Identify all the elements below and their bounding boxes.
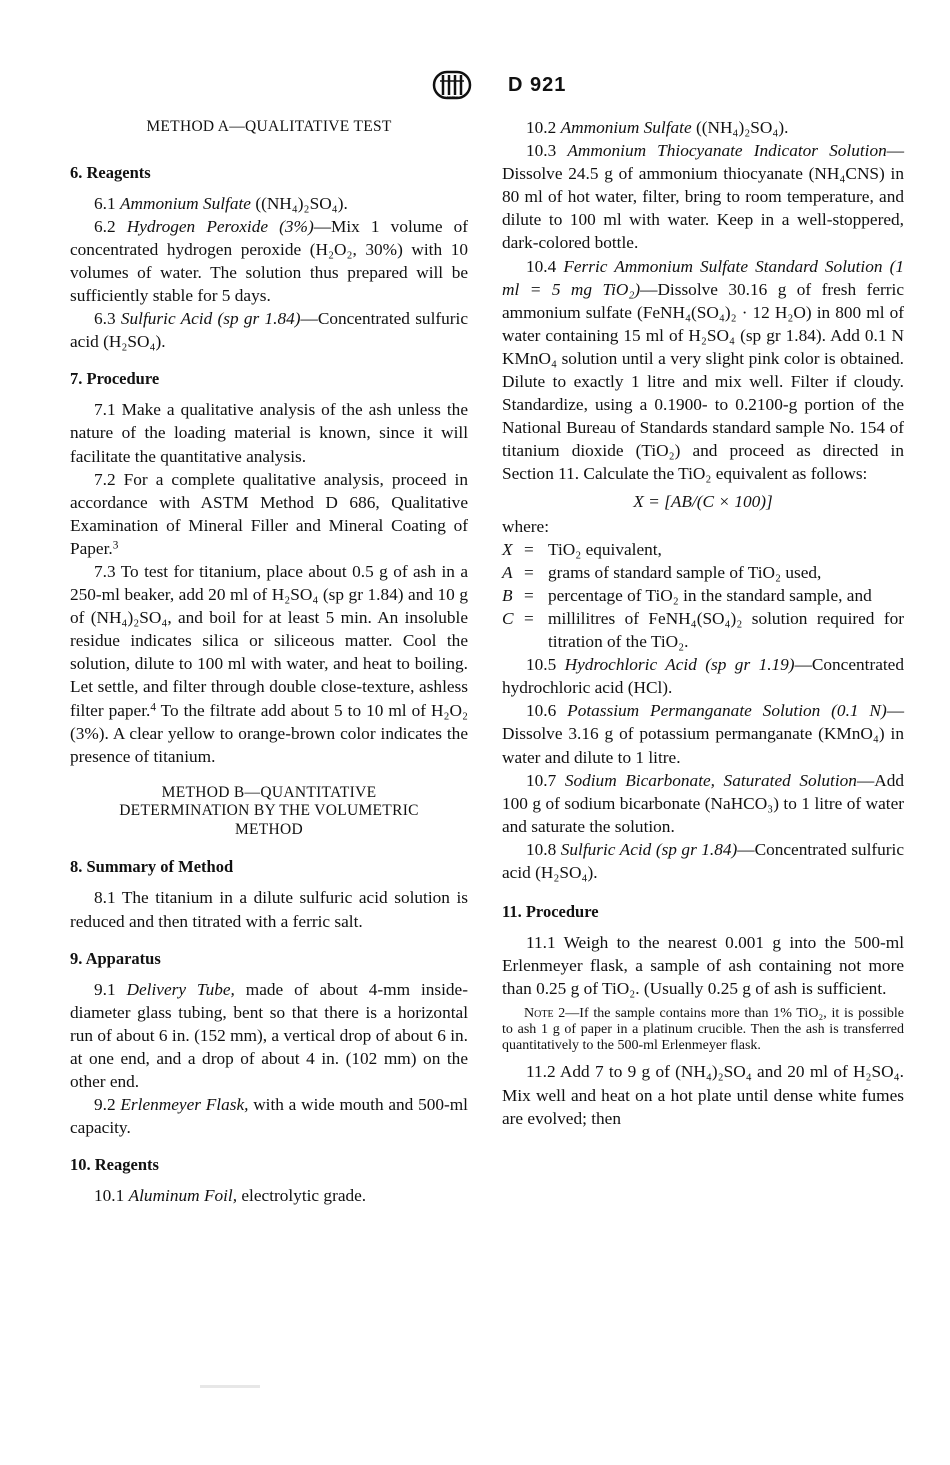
paragraph-7-1: 7.1 Make a qualitative analysis of the ash unless the nature of the loading material is known, since it will facilitate the quantitative analysis. — [70, 400, 468, 466]
paragraph-10-5: 10.5 Hydrochloric Acid (sp gr 1.19)—Concentrated hydrochloric acid (HCl). — [502, 655, 904, 698]
svg-text:ASTM: ASTM — [446, 94, 458, 100]
paragraph-10-1: 10.1 Aluminum Foil, electrolytic grade. — [94, 1186, 367, 1206]
document-designation: D 921 — [508, 74, 567, 96]
variable-definition-row: B = percentage of TiO₂ in the standard sample, and — [502, 585, 872, 605]
variable-definition-row: A = grams of standard sample of TiO₂ used, — [502, 562, 822, 582]
method-b-heading: METHOD B—QUANTITATIVE DETERMINATION BY THE VOLUMETRIC METHOD — [119, 783, 419, 838]
paragraph-9-1: 9.1 Delivery Tube, made of about 4-mm inside-diameter glass tubing, bent so that there is a horizontal run of about 6 in. (152 mm), a vertical drop of about 6 in. at one end, and a drop of about 4 in. (102 mm) on the other end. — [70, 979, 468, 1092]
footnote-ref-3: 3 — [112, 539, 119, 552]
where-label: where: — [502, 516, 550, 536]
right-column — [502, 116, 904, 1130]
paragraph-10-7: 10.7 Sodium Bicarbonate, Saturated Solution—Add 100 g of sodium bicarbonate (NaHCO₃) to 1 litre of water and saturate the solution. — [502, 770, 904, 836]
paragraph-7-2: 7.2 For a complete qualitative analysis, proceed in accordance with ASTM Method D 686, Qualitative Examination of Mineral Filler and Mineral Coating of Paper.$^3$ — [70, 469, 468, 558]
page-header — [0, 60, 950, 100]
section-9-heading: 9. Apparatus — [70, 948, 161, 968]
section-7-heading: 7. Procedure — [70, 369, 160, 389]
paragraph-6-1: 6.1 Ammonium Sulfate ((NH₄)₂SO₄). — [94, 193, 348, 213]
paragraph-6-2: 6.2 Hydrogen Peroxide (3%)—Mix 1 volume of concentrated hydrogen peroxide (H₂O₂, 30%) with 10 volumes of water. The solution thus prepared will be sufficiently stable for 5 days. — [70, 216, 469, 305]
astm-logo-icon — [428, 70, 476, 100]
paragraph-8-1: 8.1 The titanium in a dilute sulfuric acid solution is reduced and then titrated with a ferric salt. — [70, 888, 468, 931]
paragraph-10-3: 10.3 Ammonium Thiocyanate Indicator Solution—Dissolve 24.5 g of ammonium thiocyanate (NH₄CNS) in 80 ml of hot water, filter, bring to room temperature, and dilute to 100 ml with water. Keep in a well-stoppered, dark-colored bottle. — [502, 141, 905, 253]
paragraph-10-8: 10.8 Sulfuric Acid (sp gr 1.84)—Concentrated sulfuric acid (H₂SO₄). — [502, 839, 904, 882]
section-8-heading: 8. Summary of Method — [70, 857, 234, 877]
paragraph-11-2: 11.2 Add 7 to 9 g of (NH₄)₂SO₄ and 20 ml of H₂SO₄. Mix well and heat on a hot plate until dense white fumes are evolved; then — [502, 1062, 904, 1128]
titanium-equivalent-formula: X = [AB/(C × 100)] — [633, 491, 773, 511]
note-2: Note 2—If the sample contains more than 1% TiO₂, it is possible to ash 1 g of paper in a platinum crucible. Then the ash is transferred quantitatively to the 500-ml Erlenmeyer flask. — [502, 1006, 904, 1054]
scan-mark — [200, 1385, 260, 1388]
section-6-heading: 6. Reagents — [70, 162, 151, 182]
section-11-heading: 11. Procedure — [502, 902, 599, 922]
paragraph-9-2: 9.2 Erlenmeyer Flask, with a wide mouth and 500-ml capacity. — [70, 1095, 468, 1138]
variable-definition-row: C = millilitres of FeNH₄(SO₄)₂ solution required for titration of the TiO₂. — [502, 608, 904, 652]
variable-definition-row: X = TiO₂ equivalent, — [502, 539, 662, 559]
variable-definitions — [502, 538, 904, 653]
paragraph-11-1: 11.1 Weigh to the nearest 0.001 g into the 500-ml Erlenmeyer flask, a sample of ash containing not more than 0.25 g of TiO₂. (Usually 0.25 g of ash is sufficient. — [502, 933, 904, 999]
paragraph-6-3: 6.3 Sulfuric Acid (sp gr 1.84)—Concentrated sulfuric acid (H₂SO₄). — [70, 309, 468, 352]
paragraph-10-6: 10.6 Potassium Permanganate Solution (0.1 N)—Dissolve 3.16 g of potassium permanganate (KMnO₄) in water and dilute to 1 litre. — [502, 701, 904, 767]
paragraph-10-4: 10.4 Ferric Ammonium Sulfate Standard Solution (1 ml = 5 mg TiO₂)—Dissolve 30.16 g of fresh ferric ammonium sulfate (FeNH₄(SO₄)₂ · 12 H₂O) in 800 ml of water containing 15 ml of H₂SO₄ (sp gr 1.84). Add 0.1 N KMnO₄ solution until a very slight pink color is obtained. Dilute to exactly 1 litre and mix well. Filter if cloudy. Standardize, using a 0.1900- to 0.2100-g portion of the National Bureau of Standards standard sample No. 154 of titanium dioxide (TiO₂) and proceed as directed in Section 11. Calculate the TiO₂ equivalent as follows: — [502, 256, 904, 484]
footnote-ref-4: 4 — [150, 700, 156, 713]
section-10-heading: 10. Reagents — [70, 1155, 159, 1175]
paragraph-7-3: 7.3 To test for titanium, place about 0.5 g of ash in a 250-ml beaker, add 20 ml of H₂SO₄ (sp gr 1.84) and 10 g of (NH₄)₂SO₄, and boil for at least 5 min. An insoluble residue indicates silica or siliceous matter. Cool the solution, dilute to 100 ml with water, and heat to boiling. Let settle, and filter through double close-texture, ashless filter paper.$^4$ To the filtrate add about 5 to 10 ml of H₂O₂ (3%). A clear yellow to orange-brown color indicates the presence of titanium. — [70, 562, 468, 766]
left-column — [70, 116, 468, 1208]
paragraph-10-2: 10.2 Ammonium Sulfate ((NH₄)₂SO₄). — [526, 118, 789, 137]
method-a-heading: METHOD A—QUALITATIVE TEST — [146, 118, 392, 135]
